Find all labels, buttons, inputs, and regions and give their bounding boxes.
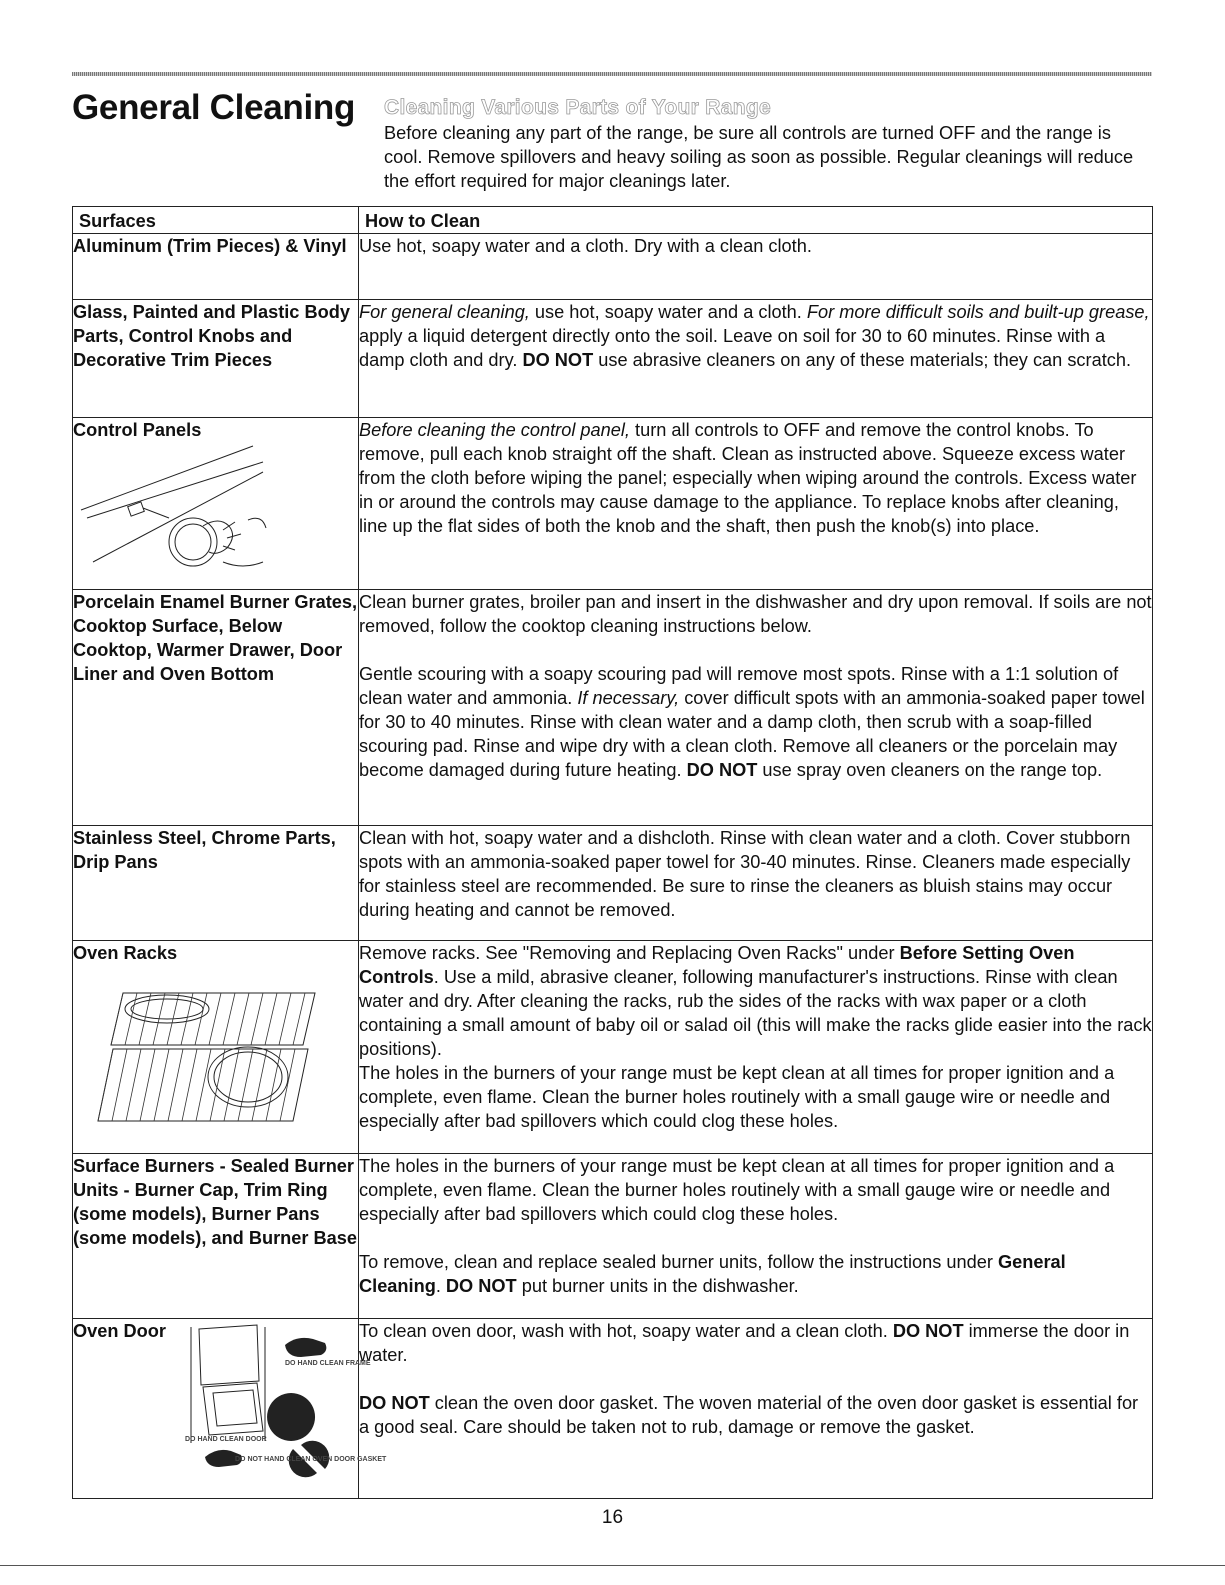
how-oven-door bbox=[359, 1319, 1153, 1499]
table-header-row bbox=[73, 207, 1153, 234]
glass-em2: For more difficult soils and built-up grease, bbox=[806, 302, 1150, 322]
glass-do-not: DO NOT bbox=[522, 350, 594, 370]
porcelain-p1: Clean burner grates, broiler pan and insert in the dishwasher and dry upon removal. If soils are not removed, follow the cooktop cleaning instructions below. bbox=[359, 592, 1152, 636]
surface-stainless: Stainless Steel, Chrome Parts, Drip Pans bbox=[73, 826, 359, 941]
burners-p2c: put burner units in the dishwasher. bbox=[516, 1276, 799, 1296]
racks-t1: Remove racks. See "Removing and Replacing Oven Racks" under bbox=[359, 943, 900, 963]
burners-general-cleaning: General Cleaning bbox=[359, 1252, 1066, 1296]
control-t1: turn all controls to OFF and remove the control knobs. To remove, pull each knob straight off the shaft. Clean as instructed above. Squeeze excess water from the cloth before wiping the panel; especially when wiping around the controls. Excess water in or around the controls may cause damage to the appliance. To replace knobs after cleaning, line up the flat sides of both the knob and the shaft, then push the knob(s) into place. bbox=[359, 420, 1137, 536]
header-how-to-clean: How to Clean bbox=[359, 207, 1153, 234]
surface-porcelain: Porcelain Enamel Burner Grates, Cooktop Surface, Below Cooktop, Warmer Drawer, Door Liner and Oven Bottom bbox=[73, 590, 359, 826]
table-row bbox=[73, 1154, 1153, 1319]
burners-p2a: To remove, clean and replace sealed burner units, follow the instructions under bbox=[359, 1252, 998, 1272]
oven-racks-illustration bbox=[83, 981, 343, 1131]
table-row bbox=[73, 234, 1153, 300]
top-rule bbox=[72, 72, 1152, 76]
table-row bbox=[73, 941, 1153, 1154]
section-subtitle: Cleaning Various Parts of Your Range bbox=[384, 96, 771, 119]
surface-oven-door bbox=[73, 1319, 387, 1499]
porcelain-do-not: DO NOT bbox=[686, 760, 758, 780]
racks-p2: The holes in the burners of your range must be kept clean at all times for proper ignition and a complete, even flame. Clean the burner holes routinely with a small gauge wire or needle and especially after bad spillovers which could clog these holes. bbox=[359, 1063, 1115, 1131]
table-row bbox=[73, 300, 1153, 418]
control-knob-illustration bbox=[73, 442, 283, 572]
door-t1: To clean oven door, wash with hot, soapy water and a clean cloth. bbox=[359, 1321, 893, 1341]
surface-oven-racks bbox=[73, 941, 359, 1154]
door-label-gasket: DO NOT HAND CLEAN OVEN DOOR GASKET bbox=[235, 1456, 387, 1463]
how-burners bbox=[359, 1154, 1153, 1319]
control-panels-label: Control Panels bbox=[73, 420, 202, 440]
table-row bbox=[73, 590, 1153, 826]
porcelain-p2a: Gentle scouring with a soapy scouring pad will remove most spots. Rinse with a 1:1 solution of clean water and ammonia. bbox=[359, 664, 1119, 708]
door-p2-do-not: DO NOT bbox=[359, 1393, 430, 1413]
bottom-rule bbox=[0, 1565, 1225, 1566]
how-aluminum-text: Use hot, soapy water and a cloth. Dry with a clean cloth. bbox=[359, 236, 812, 256]
glass-t2: apply a liquid detergent directly onto the soil. Leave on soil for 30 to 60 minutes. Rinse with a damp cloth and dry. bbox=[359, 326, 1106, 370]
surface-glass: Glass, Painted and Plastic Body Parts, Control Knobs and Decorative Trim Pieces bbox=[73, 300, 359, 418]
how-stainless bbox=[359, 826, 1153, 941]
glass-t3: use abrasive cleaners on any of these materials; they can scratch. bbox=[593, 350, 1132, 370]
glass-t1: use hot, soapy water and a cloth. bbox=[529, 302, 807, 322]
porcelain-p2b: cover difficult spots with an ammonia-soaked paper towel for 30 to 40 minutes. Rinse with clean water and a damp cloth, then scrub with a soap-filled scouring pad. Rinse and wipe dry with a clean cloth. Remove all cleaners or the porcelain may become damaged during future heating. bbox=[359, 688, 1145, 780]
glass-em1: For general cleaning, bbox=[359, 302, 530, 322]
page-title: General Cleaning bbox=[72, 88, 356, 127]
control-em1: Before cleaning the control panel, bbox=[359, 420, 630, 440]
table-row bbox=[73, 826, 1153, 941]
door-label-door: DO HAND CLEAN DOOR bbox=[185, 1436, 267, 1443]
surface-aluminum: Aluminum (Trim Pieces) & Vinyl bbox=[73, 234, 359, 300]
oven-door-illustration bbox=[185, 1323, 387, 1483]
porcelain-p2c: use spray oven cleaners on the range top. bbox=[757, 760, 1103, 780]
page-number: 16 bbox=[601, 1507, 624, 1528]
table-row bbox=[73, 418, 1153, 590]
surface-burners: Surface Burners - Sealed Burner Units - Burner Cap, Trim Ring (some models), Burner Pans (some models), and Burner Base bbox=[73, 1154, 359, 1319]
how-glass bbox=[359, 300, 1153, 418]
burners-do-not: DO NOT bbox=[445, 1276, 517, 1296]
door-p2: clean the oven door gasket. The woven material of the oven door gasket is essential for a good seal. Care should be taken not to rub, damage or remove the gasket. bbox=[359, 1393, 1139, 1437]
burners-p1: The holes in the burners of your range must be kept clean at all times for proper ignition and a complete, even flame. Clean the burner holes routinely with a small gauge wire or needle and especially after bad spillovers which could clog these holes. bbox=[359, 1156, 1115, 1224]
how-porcelain bbox=[359, 590, 1153, 826]
door-do-not: DO NOT bbox=[892, 1321, 964, 1341]
stainless-text: Clean with hot, soapy water and a dishcloth. Rinse with clean water and a cloth. Cover stubborn spots with an ammonia-soaked paper towel for 30-40 minutes. Rinse. Cleaners made especially for stainless steel are recommended. Be sure to rinse the cleaners as bluish stains may occur during heating and cannot be removed. bbox=[359, 828, 1131, 920]
surface-control-panels bbox=[73, 418, 359, 590]
oven-door-label: Oven Door bbox=[73, 1321, 166, 1341]
door-label-frame: DO HAND CLEAN FRAME bbox=[285, 1360, 371, 1367]
table-row bbox=[73, 1319, 1153, 1499]
racks-t2: . Use a mild, abrasive cleaner, following manufacturer's instructions. Rinse with clean water and dry. After cleaning the racks, rub the sides of the racks with wax paper or a cloth containing a small amount of baby oil or salad oil (this will make the racks glide easier into the rack positions). bbox=[359, 967, 1152, 1059]
door-t2: immerse the door in water. bbox=[359, 1321, 1130, 1365]
how-aluminum bbox=[359, 234, 1153, 300]
header-surfaces: Surfaces bbox=[73, 207, 359, 234]
cleaning-table bbox=[72, 206, 1153, 1499]
racks-bold: Before Setting Oven Controls bbox=[359, 943, 1075, 987]
how-oven-racks bbox=[359, 941, 1153, 1154]
oven-racks-label: Oven Racks bbox=[73, 943, 178, 963]
intro-paragraph: Before cleaning any part of the range, be sure all controls are turned OFF and the range is cool. Remove spillovers and heavy soiling as soon as possible. Regular cleanings will reduce the effort required for major cleanings later. bbox=[384, 123, 1134, 191]
how-control-panels bbox=[359, 418, 1153, 590]
burners-p2b: . bbox=[435, 1276, 446, 1296]
porcelain-p2em: If necessary, bbox=[577, 688, 680, 708]
